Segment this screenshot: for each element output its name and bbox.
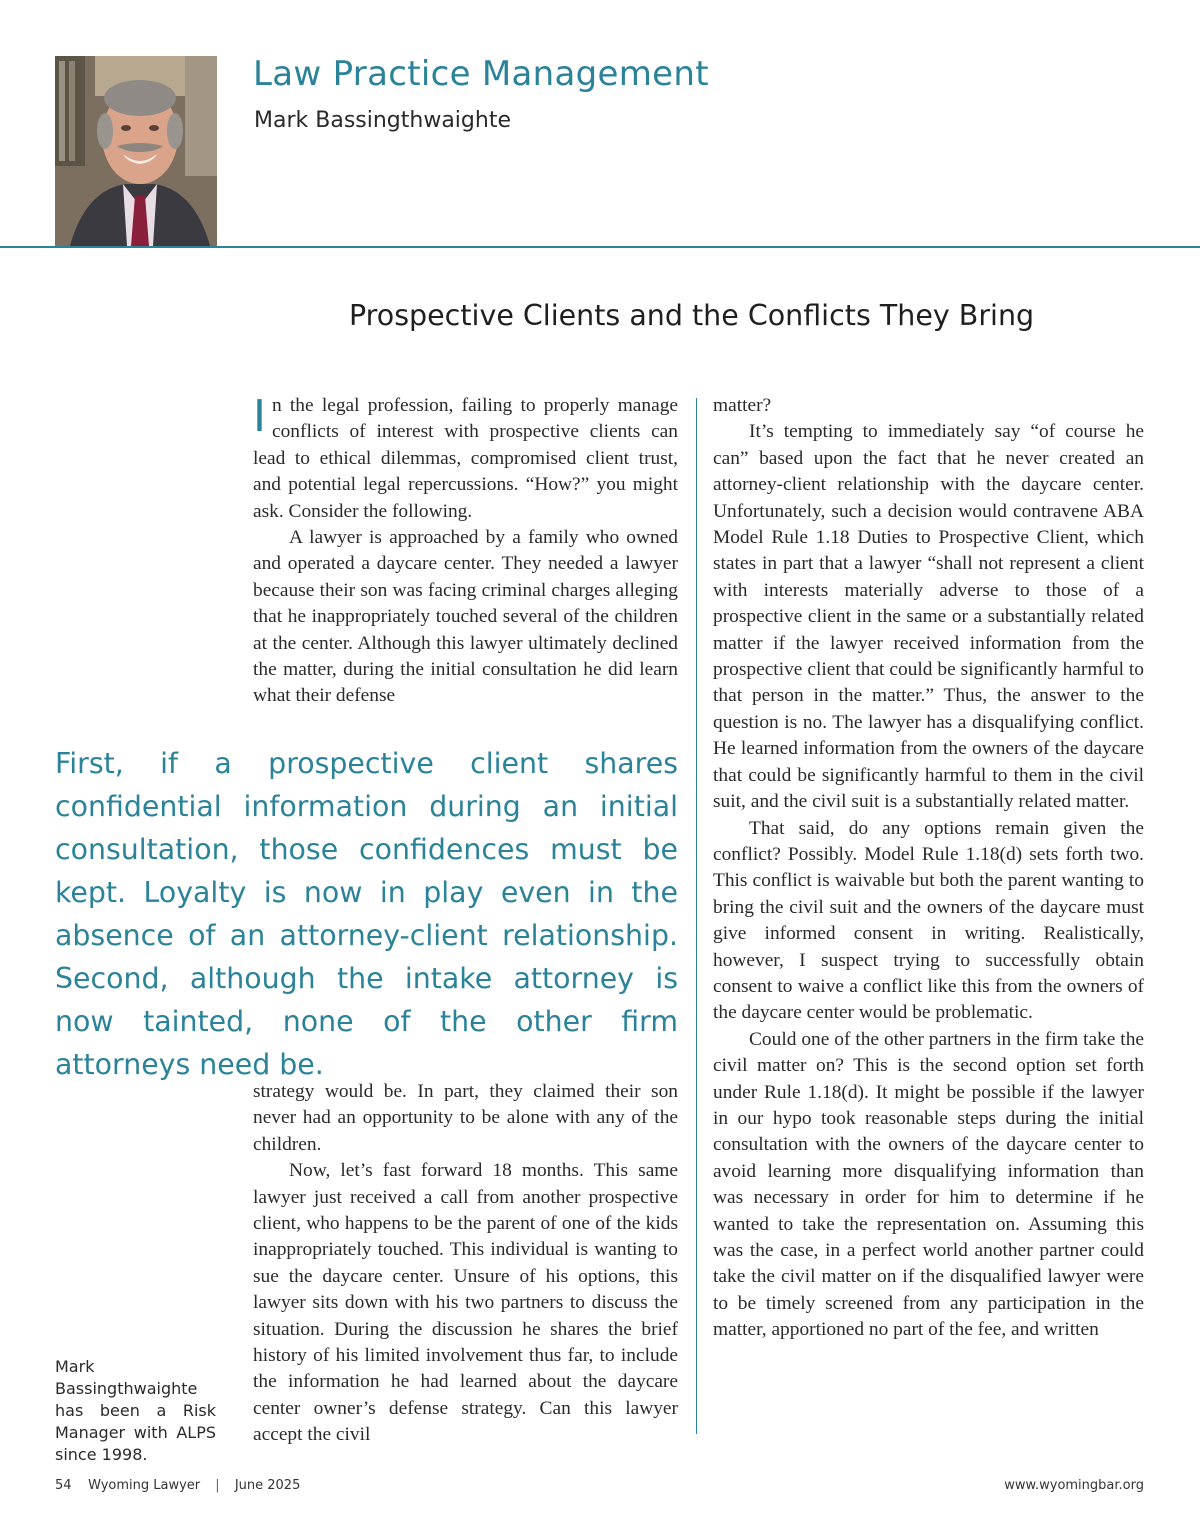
author-photo [55,56,217,246]
column-1-top [253,393,678,710]
publication-name: Wyoming Lawyer [88,1478,201,1493]
website-url: www.wyomingbar.org [1004,1478,1144,1493]
paragraph: strategy would be. In part, they claimed their son never had an opportunity to be alone with any of the children. [253,1081,678,1155]
author-bio: Mark Bassingthwaighte has been a Risk Manager with ALPS since 1998. [55,1357,216,1464]
paragraph: Could one of the other partners in the firm take the civil matter on? This is the second option set forth under Rule 1.18(d). It might be possible if the lawyer in our hypo took reasonable steps during the initial consultation with the owners of the daycare center to avoid learning more disqualifying information than was necessary in order for him to determine if he wanted to take the representation on. Assuming this was the case, in a perfect world another partner could take the civil matter on if the disqualified lawyer were to be timely screened from any participation in the matter, apportioned no part of the fee, and written [713,1028,1144,1341]
footer-separator: | [215,1478,220,1493]
drop-cap: I [253,391,266,442]
paragraph [253,393,678,525]
paragraph: A lawyer is approached by a family who owned and operated a daycare center. They needed a lawyer because their son was facing criminal charges alleging that he inappropriately touched several of the children at the center. Although this lawyer ultimately declined the matter, during the initial consultation he did learn what their defense [253,527,678,707]
pull-quote: First, if a prospective client shares confidential information during an initial consultation, those confidences must be kept. Loyalty is now in play even in the absence of an attorney-client relationship. Second, although the intake attorney is now tainted, none of the other firm attorneys need be. [55,747,678,1081]
author-portrait-image [55,56,217,246]
column-1-bottom [253,1079,678,1449]
paragraph-text: n the legal profession, failing to properly manage conflicts of interest with prospective clients can lead to ethical dilemmas, compromised client trust, and potential legal repercussions. “How?” you might ask. Consider the following. [253,395,678,522]
paragraph: matter? [713,395,772,416]
issue-date: June 2025 [234,1478,301,1493]
department-title: Law Practice Management [253,54,709,94]
paragraph: Now, let’s fast forward 18 months. This same lawyer just received a call from another prospective client, who happens to be the parent of one of the kids inappropriately touched. This individual is wanting to sue the daycare center. Unsure of his options, this lawyer sits down with his two partners to discuss the situation. During the discussion he shares the brief history of his limited involvement thus far, to include the information he had learned about the daycare center owner’s defense strategy. Can this lawyer accept the civil [253,1160,678,1446]
paragraph: That said, do any options remain given the conflict? Possibly. Model Rule 1.18(d) sets forth two. This conflict is waivable but both the parent wanting to bring the civil suit and the owners of the daycare must give informed consent in writing. Realistically, however, I suspect trying to successfully obtain consent to waive a conflict like this from the owners of the daycare center would be problematic. [713,817,1144,1024]
paragraph: It’s tempting to immediately say “of course he can” based upon the fact that he never created an attorney-client relationship with the daycare center. Unfortunately, such a decision would contravene ABA Model Rule 1.18 Duties to Prospective Client, which states in part that a lawyer “shall not represent a client with interests materially adverse to those of a prospective client in the same or a substantially related matter if the lawyer received information from the prospective client that could be significantly harmful to that person in the matter.” Thus, the answer to the question is no. The lawyer has a disqualifying conflict. He learned information from the owners of the daycare that could be significantly harmful to them in the civil suit, and the civil suit is a substantially related matter. [713,421,1144,813]
header-divider [0,246,1200,248]
column-2 [713,393,1144,1344]
page-number: 54 [55,1478,72,1493]
article-title: Prospective Clients and the Conflicts They Bring [349,299,1035,332]
footer-left [55,1478,300,1493]
author-name: Mark Bassingthwaighte [254,108,511,133]
column-divider [696,398,697,1434]
